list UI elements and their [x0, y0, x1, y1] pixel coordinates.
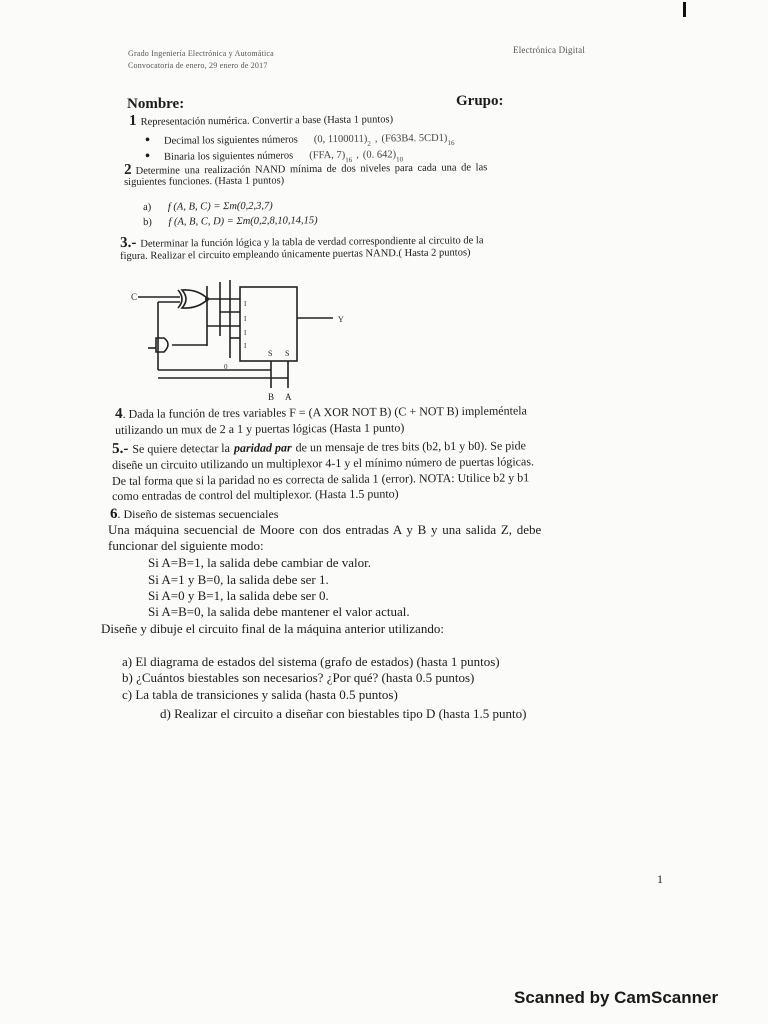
question-6-number: 6 [110, 506, 118, 522]
question-6 [110, 505, 278, 523]
question-2-number: 2 [124, 161, 132, 178]
output-y-label: Y [338, 315, 344, 324]
bullet-2-label: Binaria los siguientes números [163, 150, 294, 163]
condition-2: Si A=1 y B=0, la salida debe ser 1. [148, 572, 329, 587]
mux-input-label: I [244, 300, 247, 308]
mux-input-label: I [244, 329, 247, 337]
bullet-1-separator: , [374, 133, 378, 145]
header-session: Convocatoria de enero, 29 enero de 2017 [128, 61, 268, 70]
xor-gate [182, 290, 208, 308]
task-a: a) El diagrama de estados del sistema (grafo de estados) (hasta 1 puntos) [122, 654, 500, 669]
question-5-line-1-post: de un mensaje de tres bits (b2, b1 y b0). Se pide [295, 438, 526, 455]
question-2-line-1: Determine una realización NAND mínima de dos niveles para cada una de las [135, 162, 488, 177]
item-a-expression: f (A, B, C) = Σm(0,2,3,7) [167, 200, 273, 213]
input-a-label: A [285, 392, 292, 402]
header-subject: Electrónica Digital [513, 45, 586, 55]
question-3-line-1: Determinar la función lógica y la tabla de verdad correspondiente al circuito de la [140, 235, 484, 250]
bullet-icon: • [145, 132, 151, 148]
question-4-number: 4 [115, 405, 123, 422]
bullet-1-base: 2 [367, 139, 371, 148]
condition-4: Si A=B=0, la salida debe mantener el valor actual. [148, 604, 410, 619]
task-d: d) Realizar el circuito a diseñar con biestables tipo D (hasta 1.5 punto) [160, 706, 527, 721]
xor-gate-back-curve [178, 290, 182, 308]
select-0-label: S [285, 349, 290, 358]
bullet-1-value-2: (F63B4. 5CD1) [381, 132, 448, 145]
bullet-1-label: Decimal los siguientes números [163, 134, 298, 147]
bullet-2-value-2: (0. 642) [362, 149, 397, 161]
bullet-2-value: (FFA, 7) [309, 149, 346, 162]
wire-junction [205, 297, 209, 301]
question-1-number: 1 [129, 112, 137, 129]
question-1 [129, 109, 393, 130]
select-1-label: S [268, 349, 273, 358]
question-2-item-b [143, 215, 318, 228]
input-c-label: C [131, 292, 138, 302]
item-a-label: a) [143, 201, 152, 213]
question-5-line-1-pre: Se quiere detectar la [132, 440, 231, 456]
page-number: 1 [657, 872, 663, 886]
task-b: b) ¿Cuántos biestables son necesarios? ¿Por qué? (hasta 0.5 puntos) [122, 670, 475, 685]
bullet-2-base-2: 10 [396, 155, 404, 164]
bullet-2-separator: , [356, 149, 359, 161]
question-3-line-2: figura. Realizar el circuito empleando únicamente puertas NAND.( Hasta 2 puntos) [120, 247, 471, 262]
question-6-line-2: funcionar del siguiente modo: [108, 538, 264, 553]
mux-input-label: I [244, 342, 247, 350]
scan-mark [683, 2, 686, 17]
item-b-label: b) [143, 216, 152, 228]
question-4 [115, 401, 527, 423]
question-5-line-3: De tal forma que si la paridad no es correcta de salida 1 (error). NOTA: Utilice b2 y b1 [112, 470, 530, 488]
camscanner-watermark: Scanned by CamScanner [514, 988, 719, 1007]
question-6-title: . Diseño de sistemas secuenciales [117, 507, 279, 521]
group-label: Grupo: [456, 93, 504, 109]
input-b-label: B [268, 392, 275, 402]
design-instruction: Diseñe y dibuje el circuito final de la máquina anterior utilizando: [101, 621, 444, 636]
circuit-diagram [128, 276, 368, 408]
question-1-text: Representación numérica. Convertir a base (Hasta 1 puntos) [140, 114, 394, 128]
bullet-icon: • [145, 148, 151, 164]
question-2-item-a [143, 201, 273, 213]
question-3-number: 3.- [120, 234, 137, 251]
question-4-line-1: . Dada la función de tres variables F = (A XOR NOT B) (C + NOT B) impleméntela [122, 403, 527, 421]
bullet-2-base: 16 [345, 156, 353, 165]
name-label: Nombre: [127, 96, 185, 112]
item-b-expression: f (A, B, C, D) = Σm(0,2,8,10,14,15) [168, 215, 318, 228]
mux-input-label: I [244, 315, 247, 323]
question-6-line-1: Una máquina secuencial de Moore con dos entradas A y B y una salida Z, debe [108, 522, 542, 537]
header-course: Grado Ingeniería Electrónica y Automática [128, 49, 274, 58]
question-4-line-2: utilizando un mux de 2 a 1 y puertas lógicas (Hasta 1 punto) [115, 420, 405, 437]
condition-3: Si A=0 y B=1, la salida debe ser 0. [148, 588, 329, 603]
bullet-1-value: (0, 1100011) [313, 133, 368, 146]
condition-1: Si A=B=1, la salida debe cambiar de valor. [148, 555, 371, 570]
question-5-emphasis: paridad par [233, 440, 292, 455]
question-5-line-2: diseñe un circuito utilizando un multiplexor 4-1 y el mínimo número de puertas lógicas. [112, 454, 535, 472]
task-c: c) La tabla de transiciones y salida (hasta 0.5 puntos) [122, 687, 398, 702]
constant-zero-label: 0 [224, 363, 228, 371]
question-5-line-4: como entradas de control del multiplexor. (Hasta 1.5 punto) [112, 486, 399, 503]
question-5-number: 5.- [112, 440, 129, 457]
question-2-line-2: siguientes funciones. (Hasta 1 puntos) [124, 175, 285, 188]
bullet-1-base-2: 16 [447, 138, 455, 148]
